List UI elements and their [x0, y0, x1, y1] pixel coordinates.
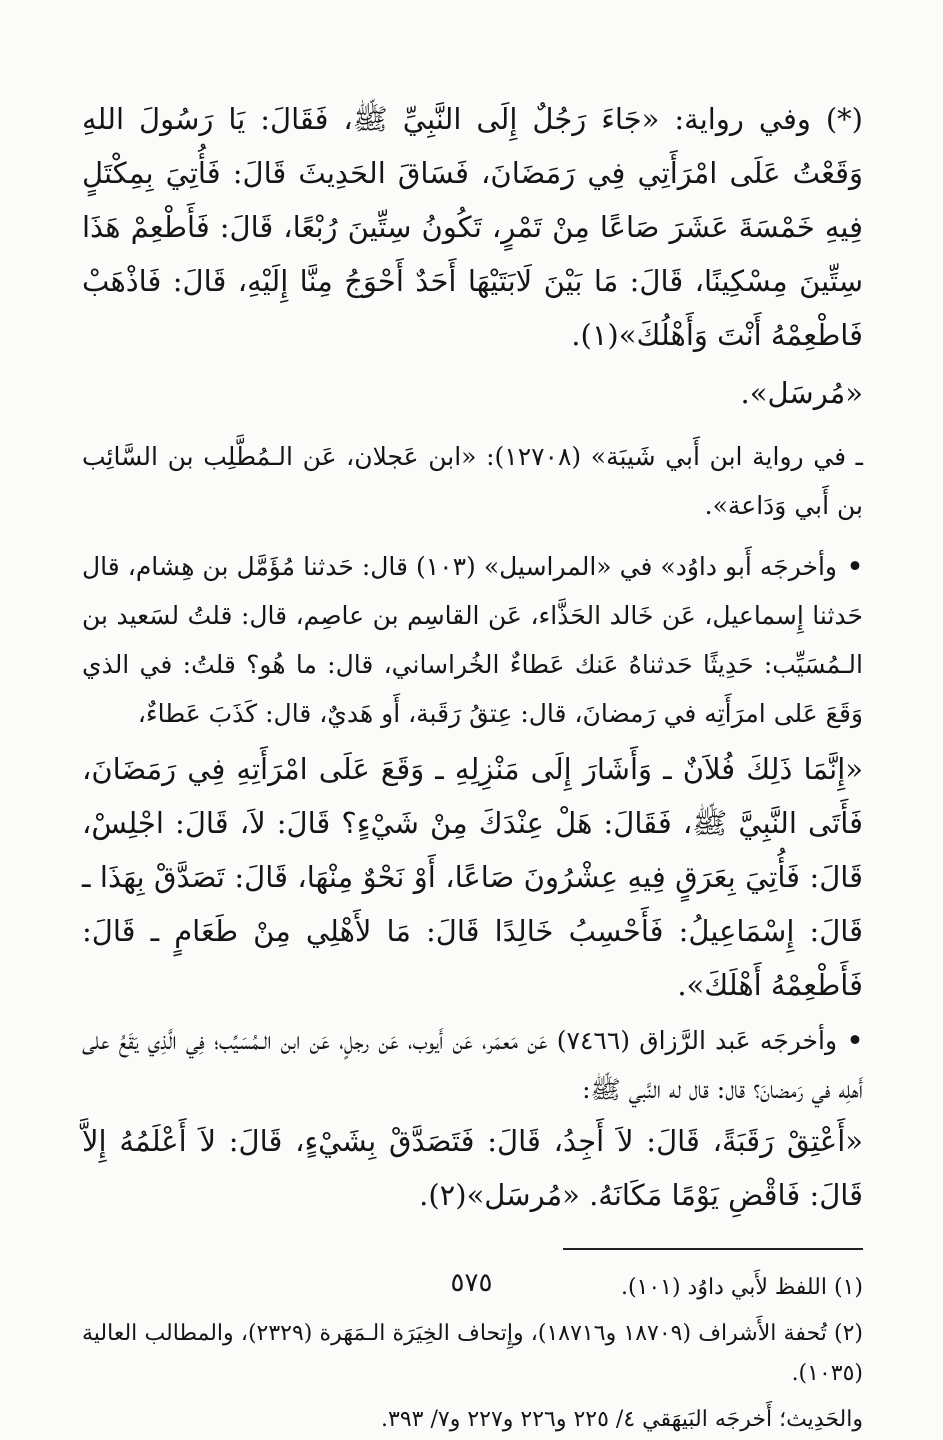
- bullet-icon: •: [847, 1026, 863, 1055]
- page-number: ٥٧٥: [450, 1268, 493, 1298]
- hadith-narration-1: (*) وفي رواية: «جَاءَ رَجُلٌ إِلَى النَّبِيِّ ﷺ، فَقَالَ: يَا رَسُولَ اللهِ وَقَعْتُ عَلَى امْرَأَتِي فِي رَمَضَانَ، فَسَاقَ الحَدِيثَ قَالَ: فَأُتِيَ بِمِكْتَلٍ فِيهِ خَمْسَةَ عَشَرَ صَاعًا مِنْ تَمْرٍ، تَكُونُ سِتِّينَ رُبْعًا، قَالَ: فَأَطْعِمْ هَذَا سِتِّينَ مِسْكِينًا، قَالَ: مَا بَيْنَ لَابَتَيْهَا أَحَدٌ أَحْوَجُ مِنَّا إِلَيْهِ، قَالَ: فَاذْهَبْ فَاطْعِمْهُ أَنْتَ وَأَهْلُكَ»(١).: [82, 102, 863, 352]
- abdurrazzaq-chain-text: وأخرجَه عَبد الرَّزاق (٧٤٦٦) عَن مَعمَر، عَن أَيوب، عَن رجلٍ، عَن ابن الـمُسَيِّب؛ فِي الَّذِي يَقَعُ على أَهلِه في رَمضانَ؟ قال: قال له النَّبي ﷺ:: [82, 1026, 863, 1104]
- bullet-icon: •: [847, 552, 863, 581]
- footnote-separator: [563, 1248, 863, 1250]
- footnote-3: والحَدِيث؛ أَخرجَه البَيهَقي ٤/ ٢٢٥ و٢٢٦ و٢٢٧ و٧/ ٣٩٣.: [381, 1407, 863, 1432]
- ibn-abi-shaybah-note: ـ في رواية ابن أَبي شَيبَة» (١٢٧٠٨): «ابن عَجلان، عَن الـمُطَّلِب بن السَّائِب بن أَبي وَدَاعة».: [82, 442, 863, 520]
- abu-dawud-chain: [82, 542, 863, 738]
- footnote-2: (٢) تُحفة الأَشراف (١٨٧٠٩ و١٨٧١٦)، وإِتحاف الخِيَرَة الـمَهَرة (٢٣٢٩)، والمطالب العالية (١٠٣٥).: [82, 1321, 863, 1386]
- abu-dawud-chain-text: وأخرجَه أَبو داوُد» في «المراسيل» (١٠٣) قال: حَدثنا مُؤَمَّل بن هِشام، قال حَدثنا إِسماعيل، عَن خَالد الحَذَّاء، عَن القاسِم بن عاصِم، قال: قلتُ لسَعيد بن الـمُسَيِّب: حَدِيثًا حَدثناهُ عَنك عَطاءٌ الخُراساني، قال: ما هُو؟ قلتُ: في الذي وَقَعَ عَلى امرَأَتِه في رَمضانَ، قال: عِتقُ رَقَبة، أَو هَديٌ، قال: كَذَبَ عَطاءٌ،: [82, 552, 863, 728]
- hadith-narration-3: «أَعْتِقْ رَقَبَةً، قَالَ: لاَ أَجِدُ، قَالَ: فَتَصَدَّقْ بِشَيْءٍ، قَالَ: لاَ أَعْلَمُهُ إِلاَّ قَالَ: فَاقْضِ يَوْمًا مَكَانَهُ. «مُرسَل»(٢).: [82, 1124, 863, 1212]
- footnote-separator-wrap: [82, 1222, 863, 1250]
- hadith-narration-2: «إِنَّمَا ذَلِكَ فُلاَنٌ ـ وَأَشَارَ إِلَى مَنْزِلِهِ ـ وَقَعَ عَلَى امْرَأَتِهِ فِي رَمَضَانَ، فَأَتَى النَّبِيَّ ﷺ، فَقَالَ: هَلْ عِنْدَكَ مِنْ شَيْءٍ؟ قَالَ: لاَ، قَالَ: اجْلِسْ، قَالَ: فَأُتِيَ بِعَرَقٍ فِيهِ عِشْرُونَ صَاعًا، أَوْ نَحْوٌ مِنْهَا، قَالَ: تَصَدَّقْ بِهَذَا ـ قَالَ: إِسْمَاعِيلُ: فَأَحْسِبُ خَالِدًا قَالَ: مَا لأَهْلِي مِنْ طَعَامٍ ـ قَالَ: فَأَطْعِمْهُ أَهْلَكَ».: [82, 752, 863, 1002]
- abdurrazzaq-chain: [82, 1016, 863, 1114]
- footnote-1: (١) اللفظ لأَبي داوُد (١٠١).: [620, 1275, 863, 1300]
- mursal-label: «مُرسَل».: [740, 376, 863, 410]
